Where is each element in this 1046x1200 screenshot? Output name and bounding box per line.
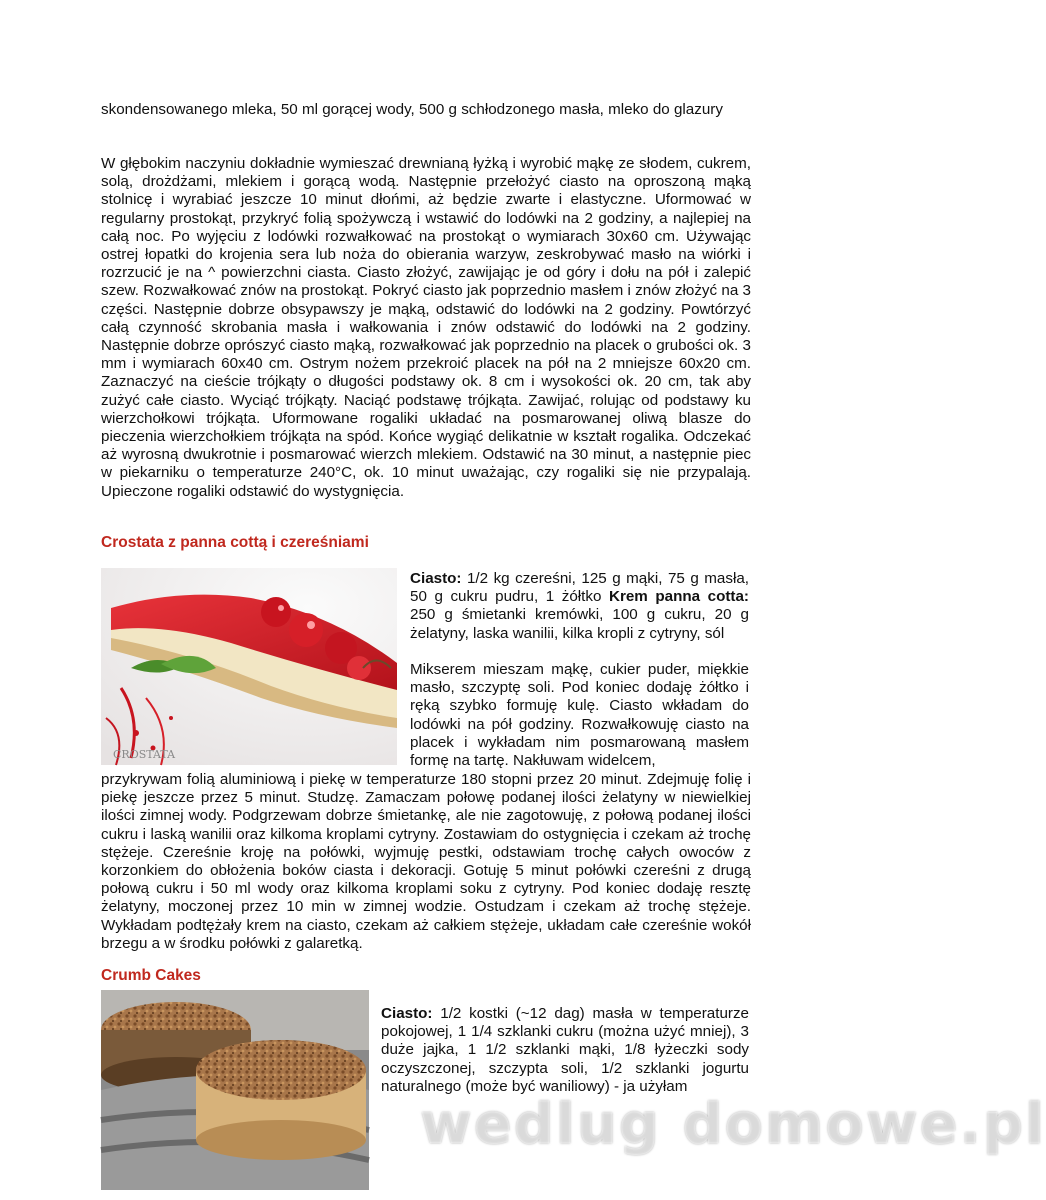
crostata-ciasto-text: 1/2 kg czereśni, 125 g mąki, 75 g masła, 50 g cukru pudru, 1 żółtko [410, 570, 749, 606]
crumb-cakes-illustration [101, 990, 369, 1190]
crostata-method-full: przykrywam folią aluminiową i piekę w temperaturze 180 stopni przez 20 minut. Zdejmuję folię i piekę jeszcze przez 5 minut. Studzę. Zamaczam połowę podanej ilości żelatyny w niewielkiej ilości zimnej wody. Podgrzewam dobrze śmietankę, ale nie zagotowuję, z połową podanej ilości cukru i laską wanilii oraz kilkoma kroplami cytryny. Zostawiam do ostygnięcia i czekam aż trochę stężeje. Czereśnie kroję na połówki, wyjmuję pestki, odstawiam trochę całych owoców z korzonkiem do obłożenia boków ciasta i dekoracji. Gotuję 5 minut połówki czereśni z drugą połową cukru i 50 ml wody oraz kilkoma kroplami soku z cytryny. Pod koniec dodaję resztę żelatyny, moczonej przez 10 min w zimnej wodzie. Ostudzam i czekam aż trochę stężeje. Wykładam podtężały krem na ciasto, czekam aż całkiem stężeje, układam całe czereśnie wokół brzegu a w środku połówki z galaretką. [101, 771, 751, 952]
website-watermark: wedlug domowe.pl [420, 1092, 1046, 1157]
crostata-photo [101, 568, 397, 765]
crumb-cakes-photo [101, 990, 369, 1190]
crumb-ciasto-text: 1/2 kostki (~12 dag) masła w temperaturze pokojowej, 1 1/4 szklanki cukru (można użyć mniej), 3 duże jajka, 1 1/2 szklanki mąki, 1/8 łyżeczki sody oczyszczonej, szczypta soli, 1/2 szklanki jogurtu naturalnego (może być waniliowy) - ja użyłam [381, 1005, 749, 1095]
intro-paragraph: skondensowanego mleka, 50 ml gorącej wody, 500 g schłodzonego masła, mleko do glazury [101, 101, 723, 118]
crostata-heading: Crostata z panna cottą i czereśniami [101, 534, 369, 551]
crumb-ciasto-label: Ciasto: [381, 1005, 433, 1022]
crostata-photo-caption: CROSTATA [113, 748, 176, 761]
croissant-method-paragraph: W głębokim naczyniu dokładnie wymieszać drewnianą łyżką i wyrobić mąkę ze słodem, cukrem, solą, drożdżami, mlekiem i gorącą wodą. Następnie przełożyć ciasto na oproszoną mąką stolnicę i wyrabiać jeszcze 10 minut dłońmi, aż będzie zwarte i elastyczne. Uformować w regularny prostokąt, przykryć folią spożywczą i wstawić do lodówki na 2 godziny, a najlepiej na całą noc. Po wyjęciu z lodówki rozwałkować na prostokąt o wymiarach 30x60 cm. Używając ostrej łopatki do krojenia sera lub noża do obierania warzyw, zeskrobywać masło na wiórki i rozrzucić je na ^ powierzchni ciasta. Ciasto złożyć, zawijając je od góry i dołu na pół i zalepić szew. Rozwałkować znów na prostokąt. Pokryć ciasto jak poprzednio masłem i znów złożyć na 3 części. Następnie dobrze obsypawszy je mąką, odstawić do lodówki na 2 godziny. Powtórzyć całą czynność skrobania masła i wałkowania i znów odstawić do lodówki na 2 godziny. Następnie dobrze oprószyć ciasto mąką, rozwałkować jak poprzednio na placek o grubości ok. 3 mm i wymiarach 60x40 cm. Ostrym nożem przekroić placek na pół na 2 mniejsze 60x20 cm. Zaznaczyć na cieście trójkąty o długości podstawy ok. 8 cm i wysokości ok. 20 cm, tak aby zużyć całe ciasto. Wyciąć trójkąty. Naciąć podstawę trójkąta. Zawijać, rolując od podstawy ku wierzchołkowi trójkąta. Uformowane rogaliki układać na posmarowanej oliwą blasze do pieczenia wierzchołkiem trójkąta na spód. Końce wygiąć delikatnie w kształt rogalika. Odczekać aż wyrosną dwukrotnie i posmarować wierzch mlekiem. Odstawić na 30 minut, a następnie piec w piekarniku o temperaturze 240°C, ok. 10 minut uważając, czy rogaliki się nie przypalają. Upieczone rogaliki odstawić do wystygnięcia. [101, 155, 751, 500]
crostata-krem-label: Krem panna cotta: [608, 588, 749, 606]
crostata-method-side: Mikserem mieszam mąkę, cukier puder, miękkie masło, szczyptę soli. Pod koniec dodaję żółtko i ręką szybko formuję kulę. Ciasto wkładam do lodówki na pół godziny. Rozwałkowuję ciasto na placek i wykładam nim posmarowaną masłem formę na tartę. Nakłuwam widelcem, [410, 661, 749, 770]
crostata-illustration [101, 568, 397, 765]
crostata-krem-text: 250 g śmietanki kremówki, 100 g cukru, 20 g żelatyny, laska wanilii, kilka kropli z cytryny, sól [410, 606, 749, 642]
crostata-ingredients [410, 570, 749, 643]
crostata-ciasto-label: Ciasto: [410, 570, 462, 587]
crumb-cakes-ingredients [381, 1005, 749, 1096]
crumb-cakes-heading: Crumb Cakes [101, 967, 201, 984]
